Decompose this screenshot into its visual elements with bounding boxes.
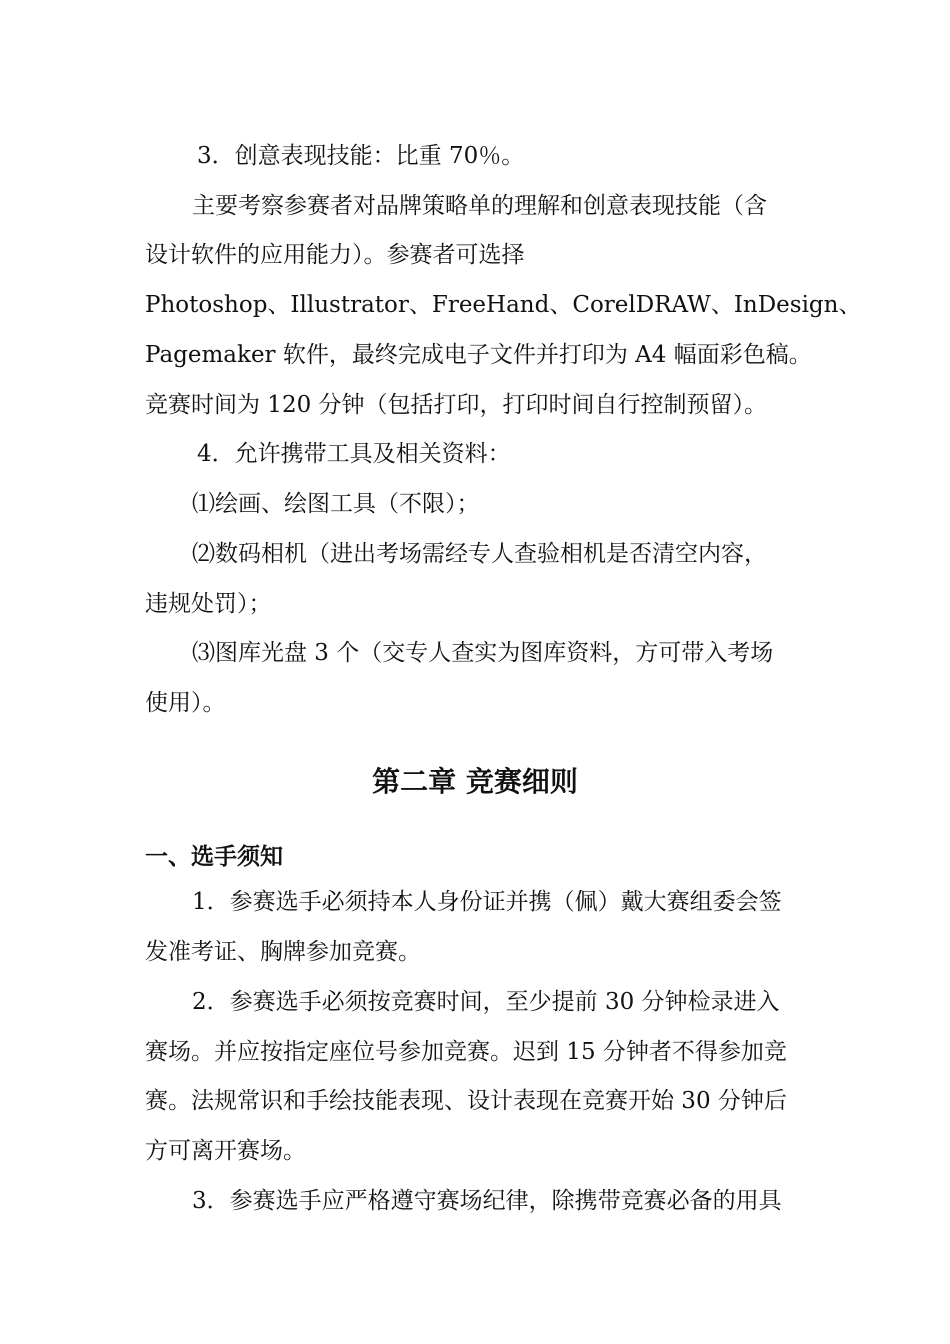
list-item: ⑵数码相机（进出考场需经专人查验相机是否清空内容， [192, 541, 767, 567]
chapter-title: 第二章 竞赛细则 [372, 765, 578, 798]
item-4-heading: 4．允许携带工具及相关资料： [197, 441, 511, 467]
paragraph-line: Pagemaker 软件，最终完成电子文件并打印为 A4 幅面彩色稿。 [145, 342, 812, 368]
rule-line: 3．参赛选手应严格遵守赛场纪律，除携带竞赛必备的用具 [192, 1188, 782, 1214]
rule-line: 赛场。并应按指定座位号参加竞赛。迟到 15 分钟者不得参加竞 [145, 1039, 787, 1065]
rule-line: 发准考证、胸牌参加竞赛。 [145, 939, 421, 965]
list-item: ⑴绘画、绘图工具（不限）； [192, 491, 480, 517]
list-item: ⑶图库光盘 3 个（交专人查实为图库资料，方可带入考场 [192, 640, 774, 666]
paragraph-line: 设计软件的应用能力）。参赛者可选择 [145, 242, 525, 268]
paragraph-line: 使用）。 [145, 690, 226, 716]
paragraph-line: 竞赛时间为 120 分钟（包括打印，打印时间自行控制预留）。 [145, 392, 768, 418]
paragraph-line: 主要考察参赛者对品牌策略单的理解和创意表现技能（含 [192, 193, 767, 219]
paragraph-line: Photoshop、Illustrator、FreeHand、CorelDRAW、InDesign、 [145, 292, 862, 318]
paragraph-line: 违规处罚）； [145, 591, 272, 617]
rule-line: 2．参赛选手必须按竞赛时间，至少提前 30 分钟检录进入 [192, 989, 780, 1015]
rule-line: 赛。法规常识和手绘技能表现、设计表现在竞赛开始 30 分钟后 [145, 1088, 787, 1114]
item-3-heading: 3．创意表现技能：比重 70％。 [197, 143, 525, 169]
section-title: 一、选手须知 [145, 844, 283, 870]
rule-line: 方可离开赛场。 [145, 1138, 306, 1164]
rule-line: 1．参赛选手必须持本人身份证并携（佩）戴大赛组委会签 [192, 889, 782, 915]
